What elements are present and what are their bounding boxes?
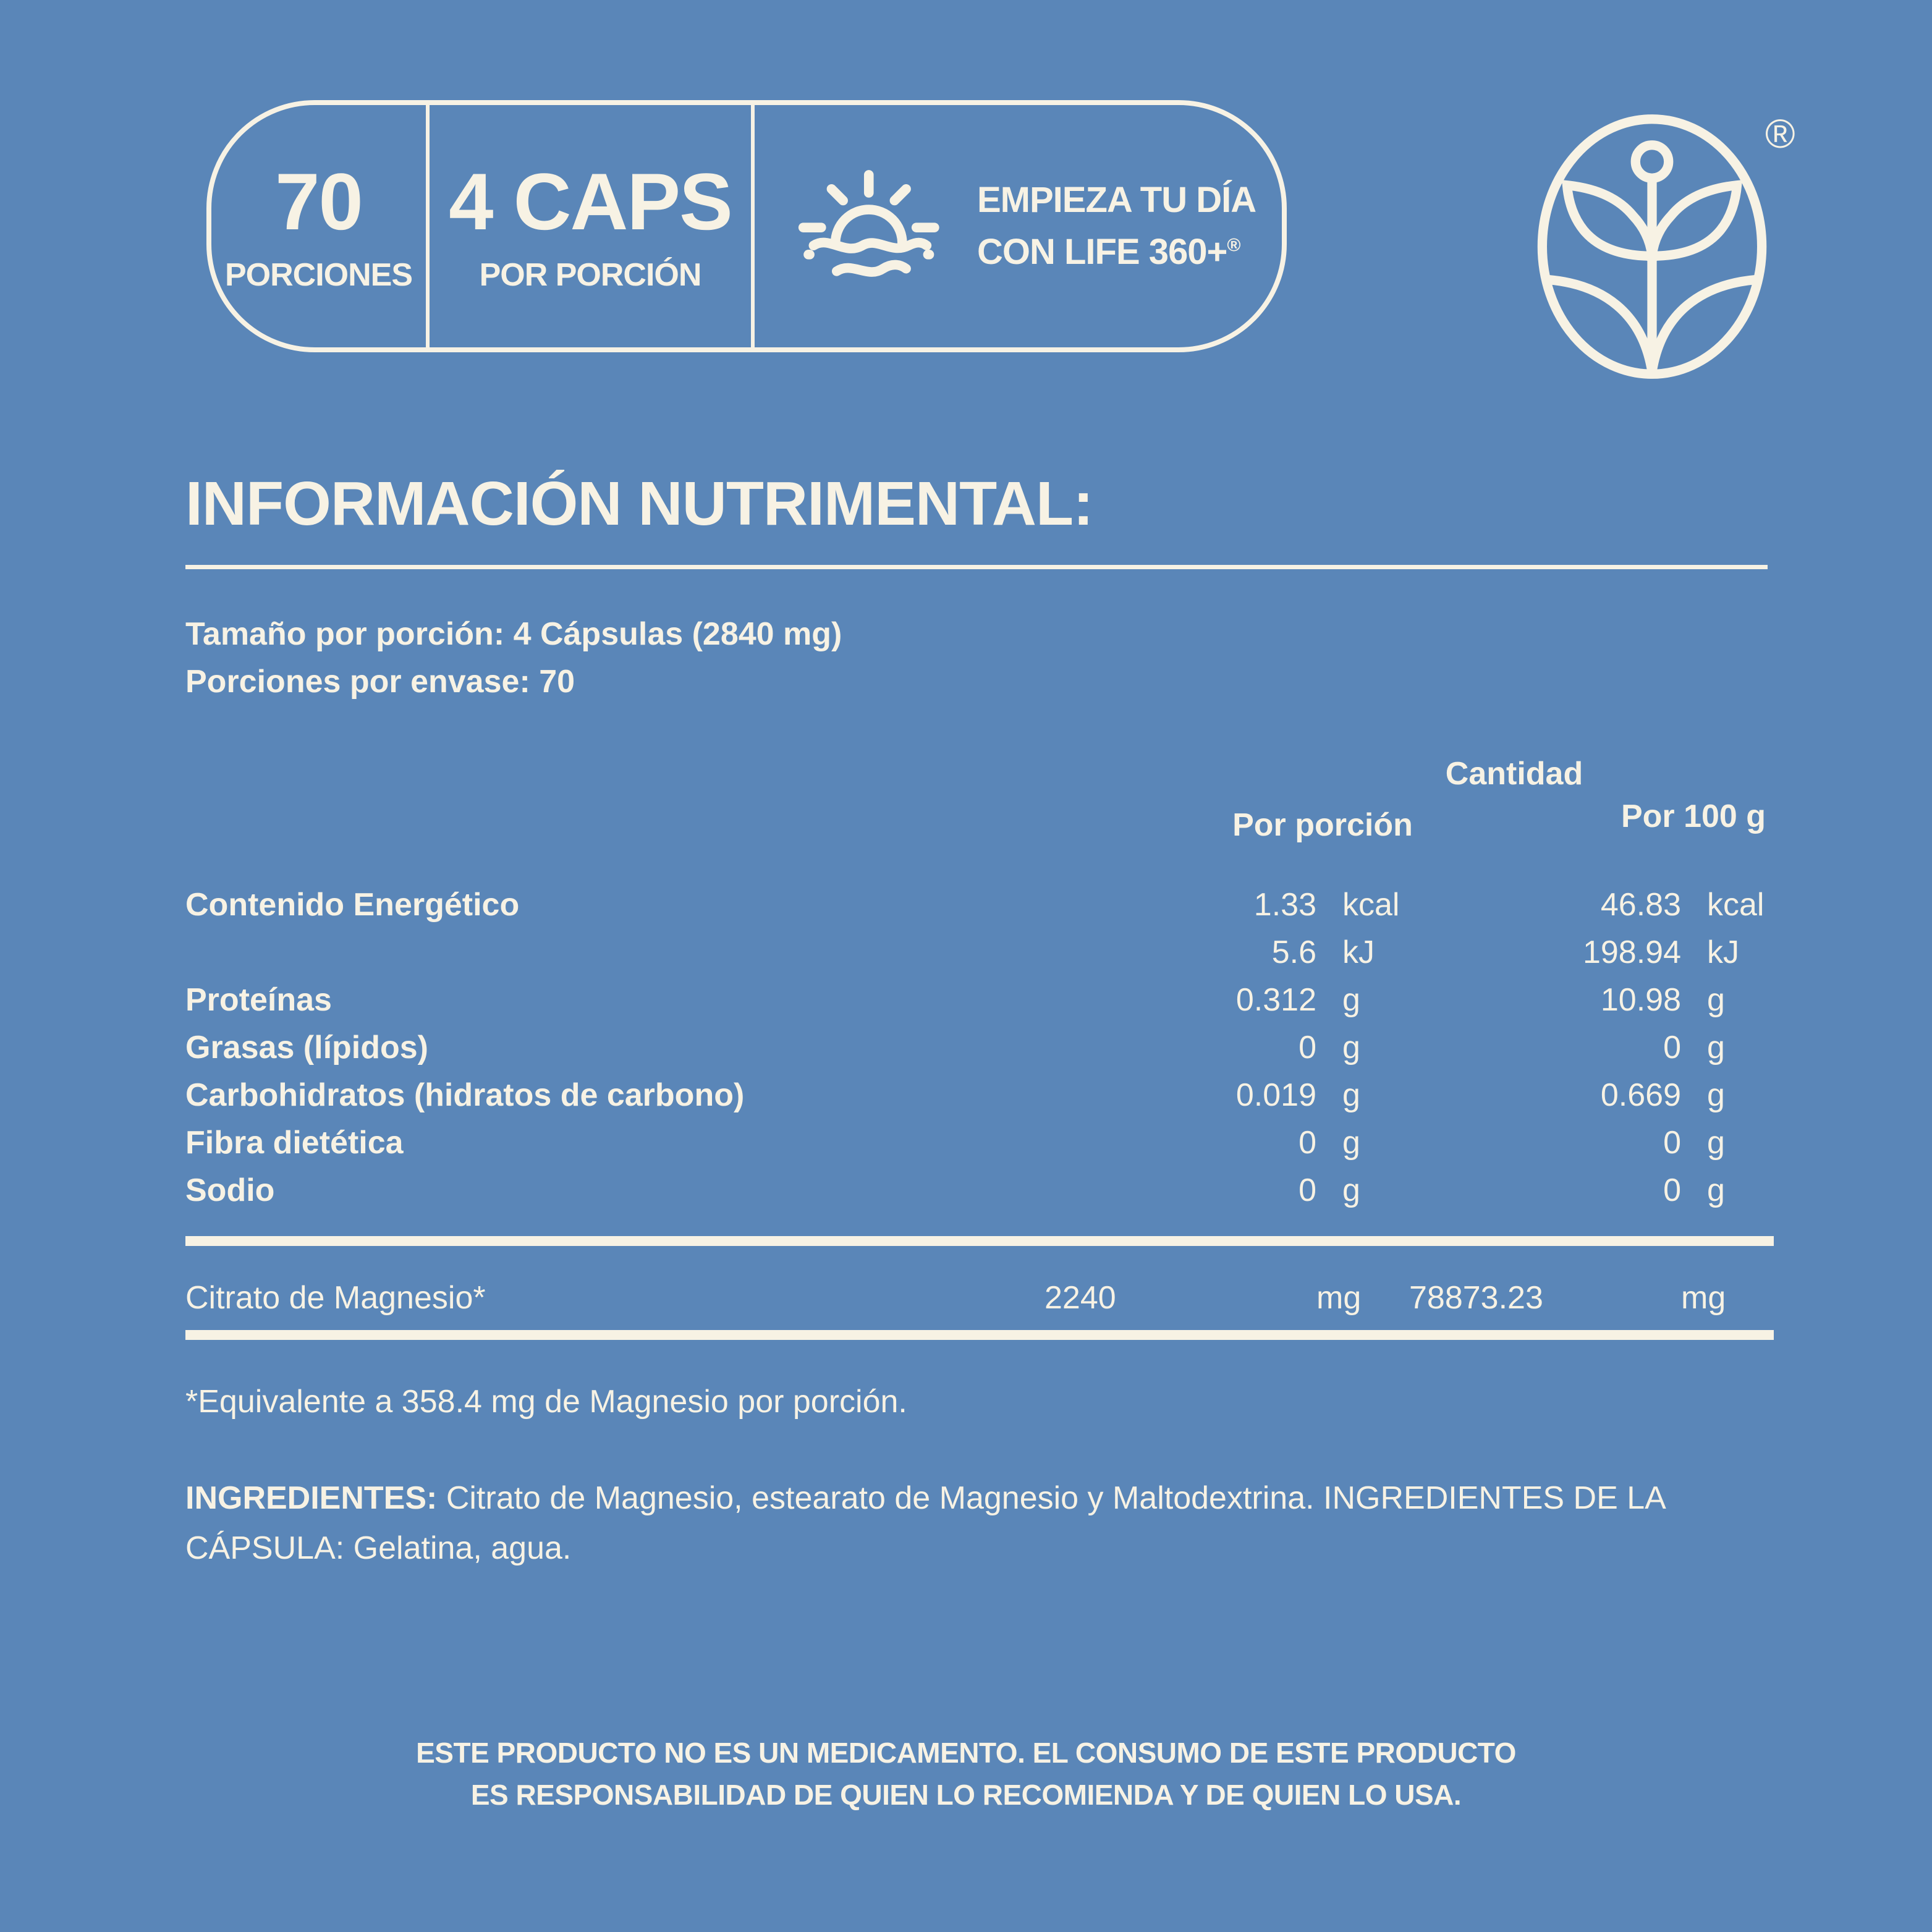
row-unit: g: [1342, 1030, 1360, 1066]
badge-caps: [430, 105, 751, 347]
badge-tagline: [755, 105, 1287, 347]
title-divider: [185, 565, 1768, 569]
legal-disclaimer: [0, 1732, 1932, 1816]
row-value: 78873.23: [1409, 1280, 1543, 1316]
row-label: Fibra dietética: [185, 1125, 404, 1161]
row-value: 2240: [1044, 1280, 1116, 1316]
row-unit: g: [1707, 1172, 1725, 1208]
row-label: Sodio: [185, 1172, 275, 1208]
row-value: 0: [1299, 1125, 1316, 1161]
row-value: 0.669: [1600, 1077, 1681, 1113]
logo-registered-trademark-icon: ®: [1765, 111, 1795, 156]
per-serving-header: Por porción: [1232, 807, 1413, 843]
nutrition-table: [185, 881, 1774, 1214]
row-value: 10.98: [1600, 982, 1681, 1018]
caps-count: 4 CAPS: [449, 156, 732, 247]
table-divider-bottom: [185, 1330, 1774, 1340]
row-label: Proteínas: [185, 982, 332, 1018]
row-unit: g: [1707, 1077, 1725, 1113]
disclaimer-line2: ES RESPONSABILIDAD DE QUIEN LO RECOMIENDA Y DE QUIEN LO USA.: [470, 1779, 1462, 1811]
row-value: 0: [1663, 1030, 1681, 1066]
row-value: 0.312: [1235, 982, 1316, 1018]
row-label: Carbohidratos (hidratos de carbono): [185, 1077, 745, 1113]
magnesium-row: [185, 1274, 1774, 1322]
amount-header: Cantidad: [1445, 756, 1583, 792]
tagline-text: [977, 174, 1256, 278]
registered-trademark-icon: ®: [1227, 235, 1240, 256]
row-unit: g: [1707, 1030, 1725, 1066]
row-unit: g: [1342, 1077, 1360, 1113]
row-value: 0: [1663, 1125, 1681, 1161]
row-value: 1.33: [1253, 887, 1316, 923]
row-unit: g: [1707, 1125, 1725, 1161]
ingredients-text: Citrato de Magnesio, estearato de Magnesio y Maltodextrina. INGREDIENTES DE LA CÁPSULA: Gelatina, agua.: [185, 1480, 1664, 1566]
row-unit: kJ: [1707, 934, 1739, 970]
servings-count: 70: [275, 156, 362, 247]
row-unit: kcal: [1707, 887, 1765, 923]
row-unit: g: [1707, 982, 1725, 1018]
row-unit: kJ: [1342, 934, 1375, 970]
tagline-line2: CON LIFE 360+®: [977, 232, 1240, 272]
row-value: 5.6: [1271, 934, 1316, 970]
table-divider-top: [185, 1236, 1774, 1246]
serving-info: [185, 611, 842, 706]
row-value: 198.94: [1582, 934, 1681, 970]
disclaimer-line1: ESTE PRODUCTO NO ES UN MEDICAMENTO. EL CONSUMO DE ESTE PRODUCTO: [416, 1737, 1516, 1769]
servings-per-container: Porciones por envase: 70: [185, 664, 575, 700]
row-unit: g: [1342, 982, 1360, 1018]
row-unit: kcal: [1342, 887, 1400, 923]
row-value: 0: [1299, 1172, 1316, 1208]
badge-pill: [206, 100, 1287, 352]
sunrise-icon: [795, 161, 950, 292]
magnesium-footnote: *Equivalente a 358.4 mg de Magnesio por porción.: [185, 1384, 907, 1420]
page-title: INFORMACIÓN NUTRIMENTAL:: [185, 469, 1093, 538]
row-unit: g: [1342, 1125, 1360, 1161]
row-label: Citrato de Magnesio*: [185, 1280, 486, 1316]
per-100g-header: Por 100 g: [1621, 799, 1766, 834]
caps-label: POR PORCIÓN: [479, 257, 701, 293]
ingredients-paragraph: [185, 1473, 1774, 1574]
badge-servings: [211, 105, 426, 347]
row-unit: g: [1342, 1172, 1360, 1208]
row-value: 0: [1663, 1172, 1681, 1208]
row-label: Grasas (lípidos): [185, 1030, 428, 1066]
row-value: 46.83: [1600, 887, 1681, 923]
serving-size: Tamaño por porción: 4 Cápsulas (2840 mg): [185, 616, 842, 652]
tagline-line1: EMPIEZA TU DÍA: [977, 180, 1256, 220]
row-value: 0: [1299, 1030, 1316, 1066]
row-unit: mg: [1316, 1280, 1362, 1316]
ingredients-label: INGREDIENTES:: [185, 1480, 438, 1516]
servings-label: PORCIONES: [224, 257, 413, 293]
row-unit: mg: [1681, 1280, 1726, 1316]
row-value: 0.019: [1235, 1077, 1316, 1113]
row-label: [185, 929, 1044, 977]
brand-plant-logo-icon: [1534, 114, 1770, 382]
row-label: Contenido Energético: [185, 887, 520, 923]
